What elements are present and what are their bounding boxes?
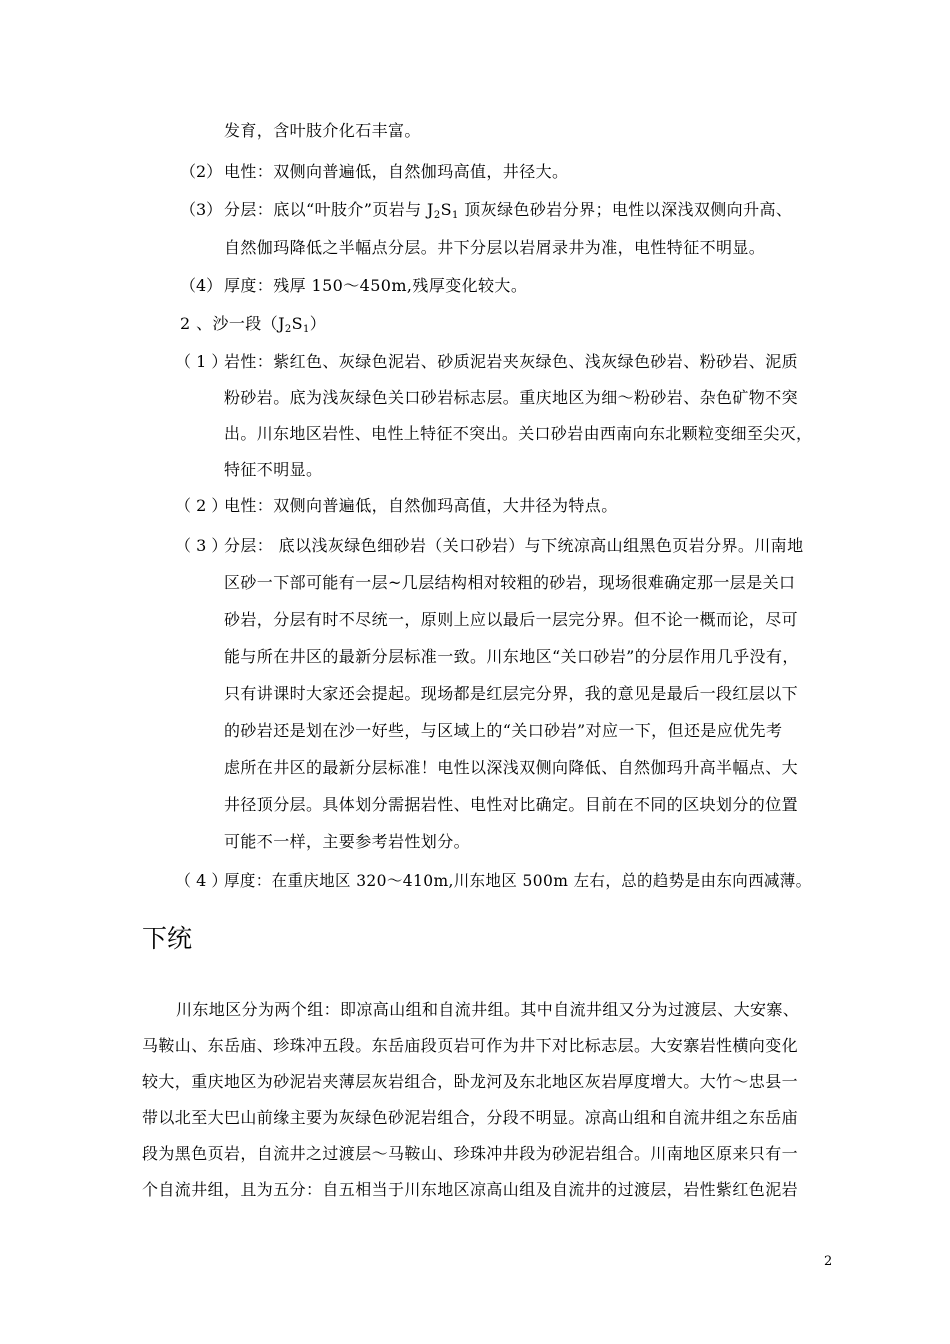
text-fragment: S (440, 200, 453, 219)
text-line: 岩性：紫红色、灰绿色泥岩、砂质泥岩夹灰绿色、浅灰绿色砂岩、粉砂岩、泥质 (224, 352, 799, 371)
text-fragment: 2 、沙一段（J (180, 314, 285, 333)
list-number: （ 3 ） (175, 536, 228, 555)
text-line: 可能不一样，主要参考岩性划分。 (224, 832, 471, 851)
text-line: 能与所在井区的最新分层标准一致。川东地区“关口砂岩”的分层作用几乎没有， (224, 647, 799, 666)
list-number: （2） (180, 162, 223, 181)
text-line: 只有讲课时大家还会提起。现场都是红层完分界，我的意见是最后一段红层以下 (224, 684, 799, 703)
text-line: 特征不明显。 (224, 460, 323, 479)
text-line: 电性：双侧向普遍低，自然伽玛高值，大井径为特点。 (224, 496, 618, 515)
text-line: 川东地区分为两个组：即凉高山组和自流井组。其中自流井组又分为过渡层、大安寨、 (176, 1000, 800, 1019)
text-line: 虑所在井区的最新分层标准！电性以深浅双侧向降低、自然伽玛升高半幅点、大 (224, 758, 799, 777)
text-line (224, 200, 792, 226)
text-line: 井径顶分层。具体划分需据岩性、电性对比确定。目前在不同的区块划分的位置 (224, 795, 799, 814)
text-line: 砂岩，分层有时不尽统一，原则上应以最后一层完分界。但不论一概而论，尽可 (224, 610, 799, 629)
text-line: 较大，重庆地区为砂泥岩夹薄层灰岩组合，卧龙河及东北地区灰岩厚度增大。大竹～忠县一 (142, 1072, 799, 1091)
subscript: 1 (303, 324, 310, 335)
list-number: （ 1 ） (175, 352, 228, 371)
text-line: 马鞍山、东岳庙、珍珠冲五段。东岳庙段页岩可作为井下对比标志层。大安寨岩性横向变化 (142, 1036, 799, 1055)
text-fragment: ） (309, 314, 327, 333)
text-line: 区砂一下部可能有一层~几层结构相对较粗的砂岩，现场很难确定那一层是关口 (224, 573, 796, 592)
text-line: 个自流井组，且为五分：自五相当于川东地区凉高山组及自流井的过渡层，岩性紫红色泥岩 (142, 1180, 799, 1199)
text-line: 自然伽玛降低之半幅点分层。井下分层以岩屑录井为准，电性特征不明显。 (224, 238, 766, 257)
text-line: 段为黑色页岩，自流井之过渡层～马鞍山、珍珠冲井段为砂泥岩组合。川南地区原来只有一 (142, 1144, 799, 1163)
text-line: 出。川东地区岩性、电性上特征不突出。关口砂岩由西南向东北颗粒变细至尖灭， (224, 424, 813, 443)
subscript: 2 (284, 324, 292, 335)
text-line: 粉砂岩。底为浅灰绿色关口砂岩标志层。重庆地区为细～粉砂岩、杂色矿物不突 (224, 388, 799, 407)
text-line: 厚度：残厚 150～450m,残厚变化较大。 (224, 276, 528, 295)
section-heading: 下统 (142, 924, 193, 953)
text-line: 电性：双侧向普遍低，自然伽玛高值，井径大。 (224, 162, 569, 181)
text-line: 发育，含叶肢介化石丰富。 (224, 121, 421, 140)
page-number: 2 (824, 1254, 833, 1269)
text-fragment: 顶灰绿色砂岩分界；电性以深浅双侧向升高、 (458, 200, 793, 219)
list-number: （ 2 ） (175, 496, 228, 515)
list-number: （ 4 ） (175, 871, 228, 890)
text-line: 分层： 底以浅灰绿色细砂岩（关口砂岩）与下统凉高山组黑色页岩分界。川南地 (224, 536, 804, 555)
subscript: 1 (452, 210, 459, 221)
text-fragment: S (291, 314, 304, 333)
subscript: 2 (433, 210, 441, 221)
text-line: 的砂岩还是划在沙一好些，与区域上的“关口砂岩”对应一下，但还是应优先考 (224, 721, 783, 740)
text-fragment: 分层：底以“叶肢介”页岩与 J (224, 200, 434, 219)
section-title (180, 314, 326, 340)
list-number: （3） (180, 200, 223, 219)
text-line: 带以北至大巴山前缘主要为灰绿色砂泥岩组合，分段不明显。凉高山组和自流井组之东岳庙 (142, 1108, 799, 1127)
list-number: （4） (180, 276, 223, 295)
text-line: 厚度：在重庆地区 320～410m,川东地区 500m 左右，总的趋势是由东向西减薄。 (224, 871, 812, 890)
